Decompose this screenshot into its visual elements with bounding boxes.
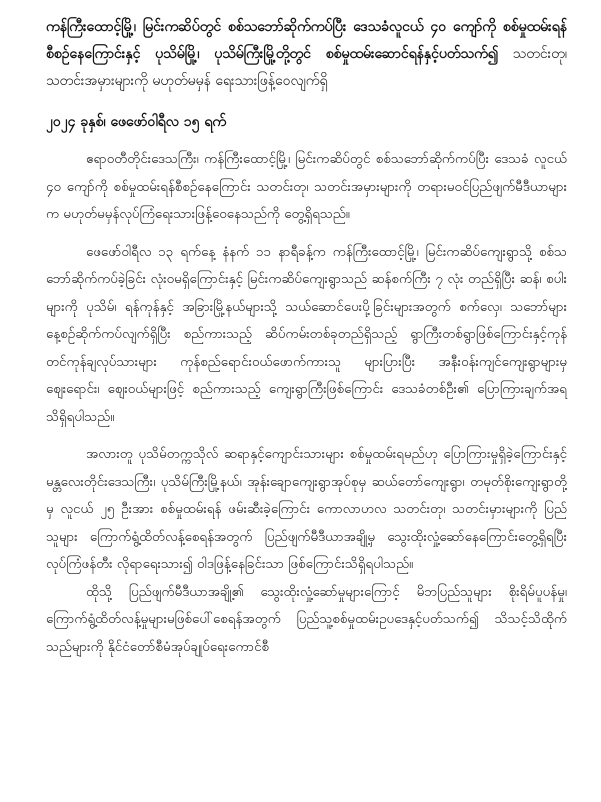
article-paragraph-1: ဧရာဝတီတိုင်းဒေသကြီး၊ ကန်ကြီးထောင့်မြို့၊ မြင်းကဆိပ်တွင် စစ်သဘော်ဆိုက်ကပ်ပြီး ဒေသခံ လူငယ် ၄၀ ကျော်ကို စစ်မှုထမ်းရန်စီစဉ်နေကြောင်း သတင်းတု၊ သတင်းအမှားများကို တရားမဝင်ပြည်ဖျက်မီဒီယာများက မဟုတ်မမှန်လုပ်ကြံရေးသားဖြန့်ဝေနေသည်ကို တွေ့ရှိရသည်။ (46, 152, 567, 222)
article-paragraph-3: အလားတူ ပုသိမ်တက္ကသိုလ် ဆရာနှင့်ကျောင်းသားများ စစ်မှုထမ်းရမည်ဟု ပြောကြားမှုရှိခဲ့ကြောင်းနှင့်မန္တလေးတိုင်းဒေသကြီး၊ ပုသိမ်ကြီးမြို့နယ်၊ အုန်းချောကျေးရွာအုပ်စုမှ ဆယ်တော်ကျေးရွာ၊ တမုတ်စိုးကျေးရွာတို့မှ လူငယ် ၂၅ ဦးအား စစ်မှုထမ်းရန် ဖမ်းဆီးခဲ့ကြောင်း ကောလာဟလ သတင်းတု၊ သတင်းမှားများကို ပြည်သူများ ကြောက်ရွံ့ထိတ်လန့်စေရန်အတွက် ပြည်ဖျက်မီဒီယာအချို့မှ သွေးထိုးလှုံ့ဆော်နေကြောင်းတွေ့ရှိရပြီး လုပ်ကြံဖန်တီး လိုရာရေးသား၍ ဝါဒဖြန့်နေခြင်းသာ ဖြစ်ကြောင်းသိရှိရပါသည်။ (46, 447, 567, 572)
headline-normal-text: သတင်းတု၊ သတင်းအမှားများကို မဟုတ်မမှန် ရေးသားဖြန့်ဝေလျက်ရှိ (46, 46, 567, 89)
article-headline (46, 14, 567, 95)
article-paragraph-4: ထိုသို့ ပြည်ဖျက်မီဒီယာအချို့၏ သွေးထိုးလှုံ့ဆော်မှုများကြောင့် မိဘပြည်သူများ စိုးရိမ်ပူပန်မှု၊ ကြောက်ရွံ့ထိတ်လန့်မှုများမဖြစ်ပေါ်စေရန်အတွက် ပြည်သူ့စစ်မှုထမ်းဥပဒေနှင့်ပတ်သက်၍ သိသင့်သိထိုက်သည်များကို နိုင်ငံတော်စီမံအုပ်ချုပ်ရေးကောင်စီ (46, 584, 567, 655)
article-date: ၂၀၂၄ ခုနှစ်၊ ဖေဖော်ဝါရီလ ၁၅ ရက် (46, 114, 227, 130)
headline-bold-text: ကန်ကြီးထောင့်မြို့၊ မြင်းကဆိပ်တွင် စစ်သဘော်ဆိုက်ကပ်ပြီး ဒေသခံလူငယ် ၄၀ ကျော်ကို စစ်မှုထမ်းရန် စီစဉ်နေကြောင်းနှင့် ပုသိမ်မြို့၊ ပုသိမ်ကြီးမြို့တို့တွင် စစ်မှုထမ်းဆောင်ရန်နှင့်ပတ်သက်၍ (46, 19, 567, 62)
article-paragraph-2: ဖေဖော်ဝါရီလ ၁၃ ရက်နေ့ နံနက် ၁၁ နာရီခန့်က ကန်ကြီးထောင့်မြို့၊ မြင်းကဆိပ်ကျေးရွာသို့ စစ်သဘော်ဆိုက်ကပ်ခဲ့ခြင်း လုံးဝမရှိကြောင်းနှင့် မြင်းကဆိပ်ကျေးရွာသည် ဆန်စက်ကြီး ၇ လုံး တည်ရှိပြီး ဆန်၊ စပါးများကို ပုသိမ်၊ ရန်ကုန်နှင့် အခြားမြို့နယ်များသို့ သယ်ဆောင်ပေးပို့ခြင်းများအတွက် စက်လှေ၊ သဘော်များ နေ့စဉ်ဆိုက်ကပ်လျက်ရှိပြီး စည်ကားသည့် ဆိပ်ကမ်းတစ်ခုတည်ရှိသည့် ရွာကြီးတစ်ရွာဖြစ်ကြောင်းနှင့်ကုန်တင်ကုန်ချလုပ်သားများ ကုန်စည်ရောင်းဝယ်ဖောက်ကားသူ များပြားပြီး အနီးဝန်းကျင်ကျေးရွာများမှ ဈေးရောင်း၊ ဈေးဝယ်များဖြင့် စည်ကားသည့် ကျေးရွာကြီးဖြစ်ကြောင်း ဒေသခံတစ်ဦး၏ ပြောကြားချက်အရ သိရှိရပါသည်။ (46, 244, 567, 425)
